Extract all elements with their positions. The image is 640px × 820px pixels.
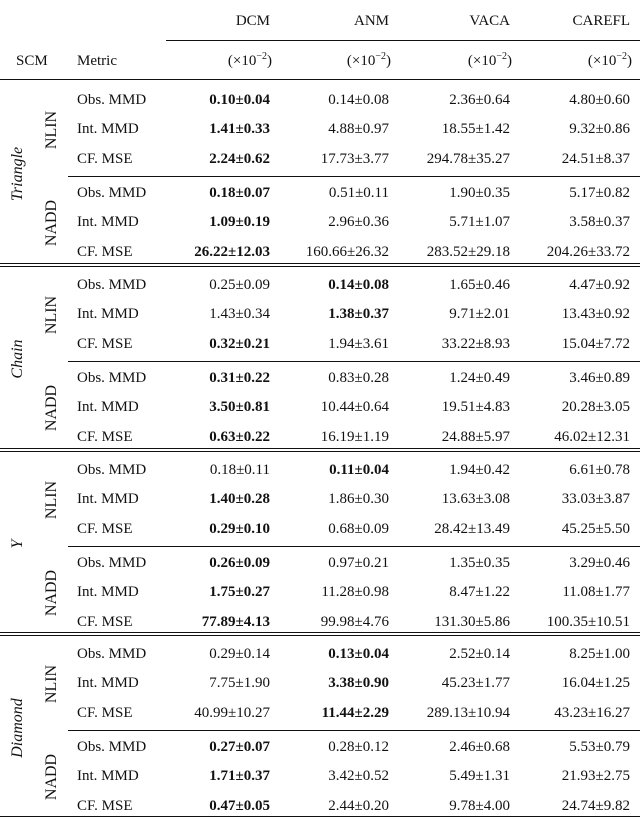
- metric-label: CF. MSE: [77, 613, 133, 630]
- metric-label: Obs. MMD: [77, 369, 147, 386]
- table-cell: 18.55±1.42: [441, 121, 510, 138]
- block-divider: [0, 635, 640, 636]
- table-cell: 1.94±0.42: [449, 462, 510, 478]
- table-cell: 45.23±1.77: [441, 675, 510, 692]
- table-cell: 9.71±2.01: [449, 306, 510, 323]
- table-cell: 2.46±0.68: [449, 738, 510, 755]
- table-cell: 0.13±0.04: [328, 646, 389, 662]
- table-cell: 289.13±10.94: [426, 704, 510, 721]
- table-cell: 0.14±0.08: [328, 277, 389, 293]
- table-cell: 0.18±0.11: [209, 462, 270, 478]
- table-cell: 10.44±0.64: [320, 399, 389, 416]
- table-cell: 0.26±0.09: [209, 554, 270, 571]
- column-unit: $(\times 10^{-2})$: [227, 51, 272, 69]
- table-cell: 0.51±0.11: [328, 184, 389, 201]
- metric-label: Int. MMD: [77, 306, 139, 323]
- column-unit: $(\times 10^{-2})$: [346, 51, 391, 69]
- table-cell: 17.73±3.77: [320, 150, 389, 167]
- metric-label: CF. MSE: [77, 704, 133, 721]
- table-cell: 4.47±0.92: [569, 277, 630, 293]
- table-cell: 15.04±7.72: [561, 335, 630, 352]
- table-cell: 0.11±0.04: [329, 462, 389, 478]
- table-cell: 19.51±4.83: [441, 399, 510, 416]
- table-cell: 1.86±0.30: [328, 491, 389, 508]
- function-label-nlin: NLIN: [43, 480, 60, 520]
- table-cell: 9.32±0.86: [569, 121, 630, 138]
- header-underline: [166, 40, 640, 41]
- metric-label: Obs. MMD: [77, 646, 147, 662]
- metric-label: CF. MSE: [77, 150, 133, 167]
- metric-label: Obs. MMD: [77, 554, 147, 571]
- table-cell: 1.75±0.27: [209, 584, 270, 601]
- table-cell: 2.52±0.14: [449, 646, 510, 662]
- table-cell: 131.30±5.86: [434, 613, 510, 630]
- table-cell: 16.04±1.25: [561, 675, 630, 692]
- header-rule: [0, 79, 640, 80]
- table-cell: 100.35±10.51: [546, 613, 630, 630]
- table-cell: 2.36±0.64: [449, 92, 510, 108]
- table-cell: 1.94±3.61: [328, 335, 389, 352]
- metric-label: CF. MSE: [77, 335, 133, 352]
- table-cell: 0.29±0.10: [209, 520, 270, 537]
- table-cell: 1.35±0.35: [449, 554, 510, 571]
- table-cell: 0.18±0.07: [209, 184, 270, 201]
- table-cell: 3.50±0.81: [209, 399, 270, 416]
- group-divider: [68, 546, 640, 547]
- table-cell: 26.22±12.03: [194, 243, 270, 260]
- block-divider: [0, 632, 640, 633]
- scm-label-triangle: Triangle: [9, 146, 26, 202]
- table-cell: 21.93±2.75: [561, 768, 630, 785]
- table-cell: 4.80±0.60: [569, 92, 630, 108]
- metric-label: Obs. MMD: [77, 277, 147, 293]
- function-label-nlin: NLIN: [43, 664, 60, 704]
- table-cell: 8.25±1.00: [569, 646, 630, 662]
- table-cell: 0.27±0.07: [209, 738, 270, 755]
- table-cell: 0.14±0.08: [328, 92, 389, 108]
- table-cell: 13.63±3.08: [441, 491, 510, 508]
- table-cell: 46.02±12.31: [554, 428, 630, 445]
- metric-label: Int. MMD: [77, 675, 139, 692]
- table-cell: 1.71±0.37: [209, 768, 270, 785]
- table-cell: 28.42±13.49: [434, 520, 510, 537]
- metric-column-header: Metric: [77, 53, 117, 69]
- table-cell: 11.08±1.77: [562, 584, 630, 601]
- metric-label: Int. MMD: [77, 491, 139, 508]
- table-cell: 33.03±3.87: [561, 491, 630, 508]
- table-cell: 77.89±4.13: [201, 613, 270, 630]
- metric-label: CF. MSE: [77, 428, 133, 445]
- table-cell: 11.28±0.98: [321, 584, 389, 601]
- table-cell: 0.31±0.22: [209, 369, 270, 386]
- table-cell: 20.28±3.05: [561, 399, 630, 416]
- scm-label-chain: Chain: [9, 339, 26, 379]
- table-cell: 2.44±0.20: [328, 797, 389, 814]
- bottom-rule: [0, 816, 640, 817]
- table-cell: 7.75±1.90: [209, 675, 270, 692]
- function-label-nadd: NADD: [43, 384, 60, 431]
- block-divider: [0, 263, 640, 264]
- table-cell: 99.98±4.76: [320, 613, 389, 630]
- table-cell: 6.61±0.78: [569, 462, 630, 478]
- table-cell: 0.25±0.09: [209, 277, 270, 293]
- metric-label: CF. MSE: [77, 243, 133, 260]
- group-divider: [68, 361, 640, 362]
- column-unit: $(\times 10^{-2})$: [587, 51, 632, 69]
- table-cell: 2.24±0.62: [209, 150, 270, 167]
- table-cell: 8.47±1.22: [449, 584, 510, 601]
- function-label-nlin: NLIN: [43, 295, 60, 335]
- table-cell: 0.63±0.22: [209, 428, 270, 445]
- table-cell: 3.46±0.89: [569, 369, 630, 386]
- function-label-nadd: NADD: [43, 199, 60, 246]
- table-cell: 3.38±0.90: [328, 675, 389, 692]
- function-label-nadd: NADD: [43, 569, 60, 616]
- column-header-anm: ANM: [353, 13, 389, 29]
- table-cell: 283.52±29.18: [426, 243, 510, 260]
- table-cell: 16.19±1.19: [320, 428, 389, 445]
- table-cell: 43.23±16.27: [554, 704, 630, 721]
- group-divider: [68, 730, 640, 731]
- table-cell: 294.78±35.27: [426, 150, 510, 167]
- table-cell: 11.44±2.29: [321, 704, 389, 721]
- table-cell: 0.83±0.28: [328, 369, 389, 386]
- table-cell: 13.43±0.92: [561, 306, 630, 323]
- block-divider: [0, 448, 640, 449]
- function-label-nlin: NLIN: [43, 110, 60, 150]
- table-cell: 4.88±0.97: [328, 121, 389, 138]
- metric-label: CF. MSE: [77, 520, 133, 537]
- table-cell: 3.58±0.37: [569, 214, 630, 231]
- table-cell: 24.88±5.97: [441, 428, 510, 445]
- group-divider: [68, 176, 640, 177]
- metric-label: Int. MMD: [77, 768, 139, 785]
- table-cell: 0.29±0.14: [209, 646, 270, 662]
- table-cell: 5.71±1.07: [449, 214, 510, 231]
- table-cell: 2.96±0.36: [328, 214, 389, 231]
- block-divider: [0, 451, 640, 452]
- metric-label: CF. MSE: [77, 797, 133, 814]
- table-cell: 5.17±0.82: [569, 184, 630, 201]
- column-header-carefl: CAREFL: [572, 13, 630, 29]
- metric-label: Int. MMD: [77, 584, 139, 601]
- block-divider: [0, 266, 640, 267]
- table-cell: 1.38±0.37: [328, 306, 389, 323]
- metric-label: Int. MMD: [77, 121, 139, 138]
- scm-label-y: Y: [9, 539, 26, 549]
- table-cell: 45.25±5.50: [561, 520, 630, 537]
- column-header-vaca: VACA: [469, 13, 510, 29]
- table-cell: 24.74±9.82: [561, 797, 630, 814]
- table-cell: 1.40±0.28: [209, 491, 270, 508]
- table-cell: 0.32±0.21: [209, 335, 270, 352]
- table-cell: 1.90±0.35: [449, 184, 510, 201]
- table-cell: 5.49±1.31: [449, 768, 510, 785]
- table-cell: 0.97±0.21: [328, 554, 389, 571]
- scm-label-diamond: Diamond: [9, 698, 26, 758]
- table-cell: 5.53±0.79: [569, 738, 630, 755]
- scm-column-header: SCM: [16, 53, 48, 69]
- metric-label: Obs. MMD: [77, 738, 147, 755]
- column-unit: $(\times 10^{-2})$: [467, 51, 512, 69]
- table-cell: 1.65±0.46: [449, 277, 510, 293]
- table-cell: 204.26±33.72: [546, 243, 630, 260]
- table-cell: 33.22±8.93: [441, 335, 510, 352]
- table-cell: 0.28±0.12: [328, 738, 389, 755]
- metric-label: Obs. MMD: [77, 462, 147, 478]
- metric-label: Obs. MMD: [77, 184, 147, 201]
- table-cell: 1.24±0.49: [449, 369, 510, 386]
- table-cell: 3.42±0.52: [328, 768, 389, 785]
- table-cell: 24.51±8.37: [561, 150, 630, 167]
- table-cell: 0.47±0.05: [209, 797, 270, 814]
- table-cell: 9.78±4.00: [449, 797, 510, 814]
- metric-label: Int. MMD: [77, 399, 139, 416]
- table-cell: 1.41±0.33: [209, 121, 270, 138]
- table-cell: 1.09±0.19: [209, 214, 270, 231]
- table-cell: 0.10±0.04: [209, 92, 270, 108]
- table-cell: 1.43±0.34: [209, 306, 270, 323]
- table-cell: 0.68±0.09: [328, 520, 389, 537]
- table-cell: 3.29±0.46: [569, 554, 630, 571]
- function-label-nadd: NADD: [43, 753, 60, 800]
- table-cell: 40.99±10.27: [194, 704, 270, 721]
- metric-label: Int. MMD: [77, 214, 139, 231]
- metric-label: Obs. MMD: [77, 92, 147, 108]
- column-header-dcm: DCM: [235, 13, 270, 29]
- table-cell: 160.66±26.32: [305, 243, 389, 260]
